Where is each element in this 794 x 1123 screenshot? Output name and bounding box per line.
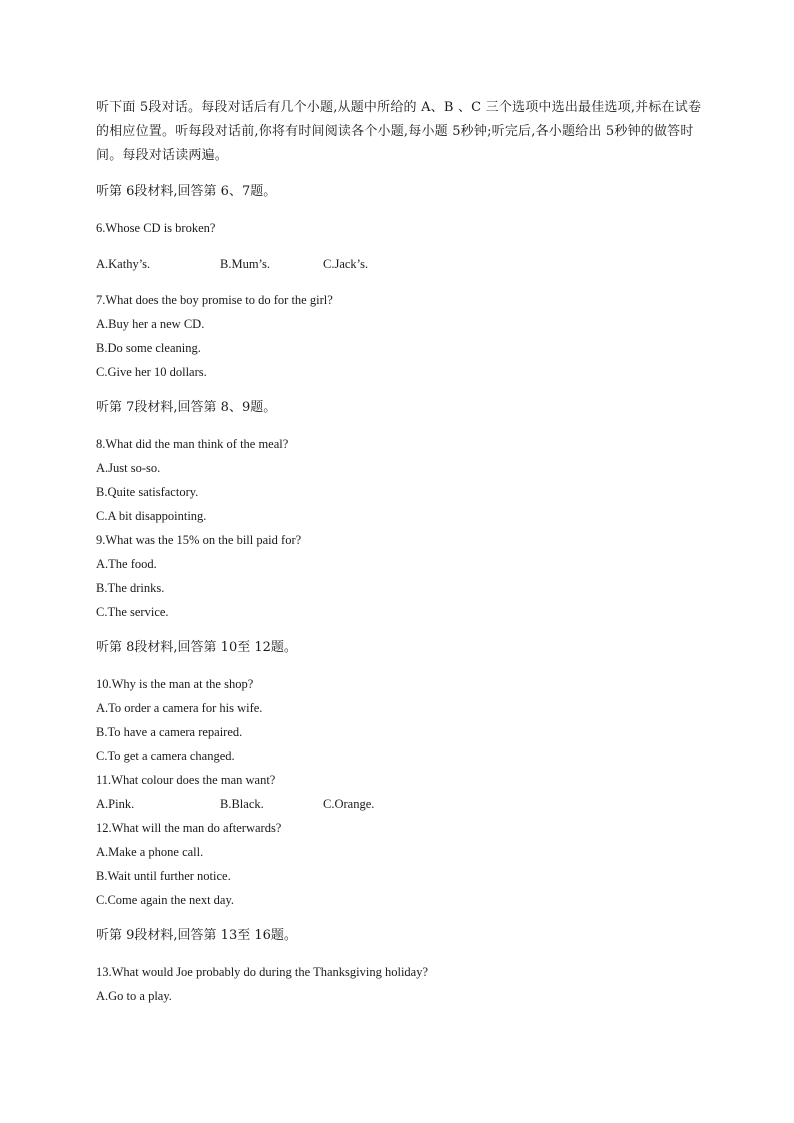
section-heading-6: 听第 6段材料,回答第 6、7题。: [96, 184, 277, 199]
section-heading-9: 听第 9段材料,回答第 13至 16题。: [96, 928, 297, 943]
option-a: A.Pink.: [96, 797, 135, 811]
question-13: 13.What would Joe probably do during the Thanksgiving holiday?: [96, 965, 429, 979]
option-c: C.A bit disappointing.: [96, 509, 207, 523]
option-a: A.The food.: [96, 557, 157, 571]
option-b: B.Wait until further notice.: [96, 869, 231, 883]
option-c: C.The service.: [96, 605, 169, 619]
question-6: 6.Whose CD is broken?: [96, 221, 216, 235]
option-c: C.Give her 10 dollars.: [96, 365, 207, 379]
option-b: B.Quite satisfactory.: [96, 485, 199, 499]
question-10: 10.Why is the man at the shop?: [96, 677, 254, 691]
option-b: B.Black.: [220, 797, 264, 811]
option-b: B.The drinks.: [96, 581, 165, 595]
option-b: B.Mum’s.: [220, 257, 271, 271]
question-8: 8.What did the man think of the meal?: [96, 437, 289, 451]
option-c: C.Come again the next day.: [96, 893, 235, 907]
section-heading-8: 听第 8段材料,回答第 10至 12题。: [96, 640, 297, 655]
option-b: B.Do some cleaning.: [96, 341, 201, 355]
option-a: A.Go to a play.: [96, 989, 172, 1003]
option-c: C.To get a camera changed.: [96, 749, 235, 763]
option-a: A.Buy her a new CD.: [96, 317, 205, 331]
question-9: 9.What was the 15% on the bill paid for?: [96, 533, 302, 547]
option-c: C.Jack’s.: [323, 257, 369, 271]
section-heading-7: 听第 7段材料,回答第 8、9题。: [96, 400, 277, 415]
option-c: C.Orange.: [323, 797, 375, 811]
instructions-paragraph: 听下面 5段对话。每段对话后有几个小题,从题中所给的 A、B 、C 三个选项中选出最佳选项,并标在试卷的相应位置。听每段对话前,你将有时间阅读各个小题,每小题 5秒钟;听完后,各小题给出 5秒钟的做答时间。每段对话读两遍。: [96, 100, 702, 163]
option-a: A.Kathy’s.: [96, 257, 151, 271]
question-11-options: [96, 792, 706, 816]
option-a: A.Make a phone call.: [96, 845, 204, 859]
exam-page: [96, 96, 706, 1008]
question-12: 12.What will the man do afterwards?: [96, 821, 282, 835]
question-7: 7.What does the boy promise to do for the girl?: [96, 293, 333, 307]
option-b: B.To have a camera repaired.: [96, 725, 243, 739]
question-11: 11.What colour does the man want?: [96, 773, 276, 787]
option-a: A.To order a camera for his wife.: [96, 701, 263, 715]
question-6-options: [96, 252, 706, 276]
option-a: A.Just so-so.: [96, 461, 161, 475]
